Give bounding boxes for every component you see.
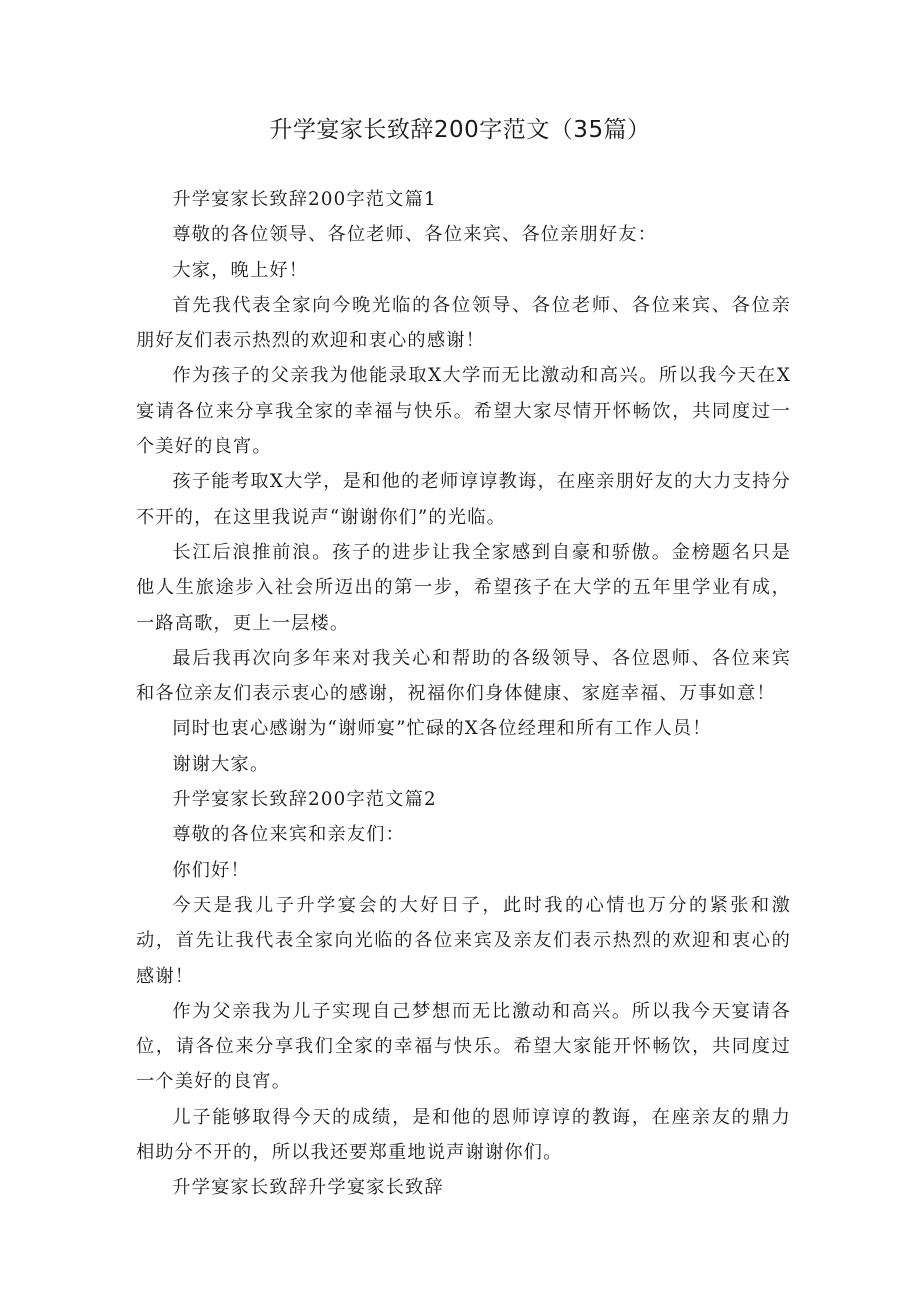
paragraph: 首先我代表全家向今晚光临的各位领导、各位老师、各位来宾、各位亲朋好友们表示热烈的欢迎和衷心的感谢！ xyxy=(136,294,791,352)
paragraph: 升学宴家长致辞升学宴家长致辞 xyxy=(172,1177,444,1199)
paragraph: 今天是我儿子升学宴会的大好日子，此时我的心情也万分的紧张和激动，首先让我代表全家向光临的各位来宾及亲友们表示热烈的欢迎和衷心的感谢！ xyxy=(136,894,791,987)
paragraph: 升学宴家长致辞200字范文篇2 xyxy=(172,789,437,811)
paragraph: 最后我再次向多年来对我关心和帮助的各级领导、各位恩师、各位来宾和各位亲友们表示衷心的感谢，祝福你们身体健康、家庭幸福、万事如意！ xyxy=(136,647,791,705)
paragraph: 尊敬的各位领导、各位老师、各位来宾、各位亲朋好友： xyxy=(172,224,658,246)
paragraph: 孩子能考取X大学，是和他的老师谆谆教诲，在座亲朋好友的大力支持分不开的，在这里我说声“谢谢你们”的光临。 xyxy=(136,471,791,528)
document-title: 升学宴家长致辞200字范文（35篇） xyxy=(269,117,651,143)
paragraph: 长江后浪推前浪。孩子的进步让我全家感到自豪和骄傲。金榜题名只是他人生旅途步入社会所迈出的第一步，希望孩子在大学的五年里学业有成，一路高歌，更上一层楼。 xyxy=(136,541,791,634)
paragraph: 同时也衷心感谢为“谢师宴”忙碌的X各位经理和所有工作人员！ xyxy=(172,718,712,740)
paragraph: 作为孩子的父亲我为他能录取X大学而无比激动和高兴。所以我今天在X宴请各位来分享我全家的幸福与快乐。希望大家尽情开怀畅饮，共同度过一个美好的良宵。 xyxy=(136,365,791,458)
paragraph: 大家，晚上好！ xyxy=(172,259,309,281)
paragraph: 谢谢大家。 xyxy=(172,753,270,775)
paragraph: 尊敬的各位来宾和亲友们： xyxy=(172,824,406,846)
document-body xyxy=(136,182,791,1206)
paragraph: 作为父亲我为儿子实现自己梦想而无比激动和高兴。所以我今天宴请各位，请各位来分享我们全家的幸福与快乐。希望大家能开怀畅饮，共同度过一个美好的良宵。 xyxy=(136,1000,791,1093)
paragraph: 升学宴家长致辞200字范文篇1 xyxy=(172,189,437,210)
paragraph: 你们好！ xyxy=(172,859,250,881)
paragraph: 儿子能够取得今天的成绩，是和他的恩师谆谆的教诲，在座亲友的鼎力相助分不开的，所以我还要郑重地说声谢谢你们。 xyxy=(136,1106,791,1164)
